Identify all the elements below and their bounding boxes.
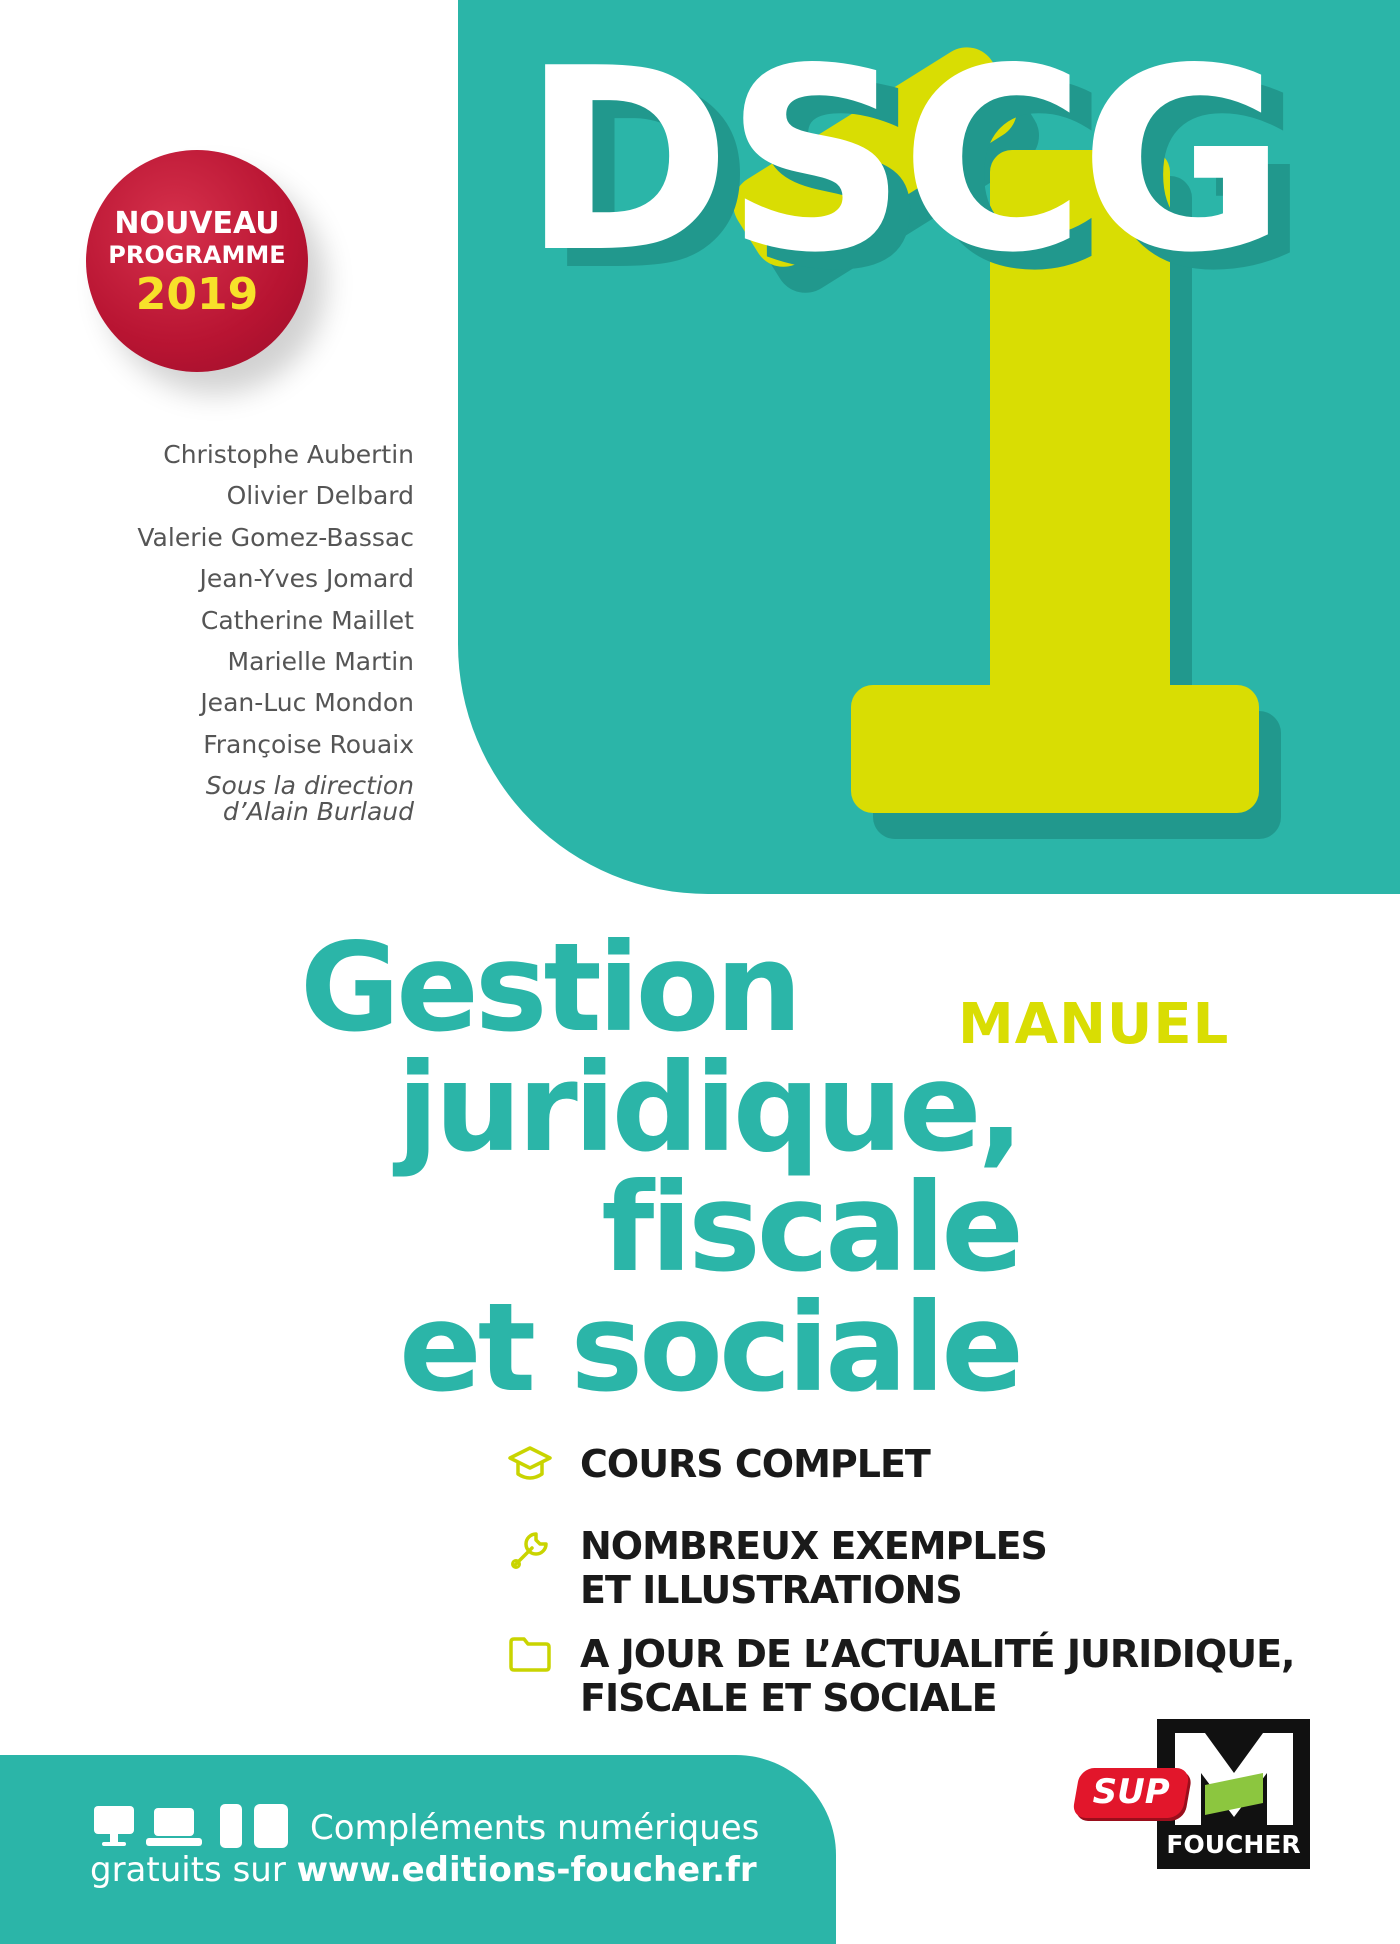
author-name: Olivier Delbard xyxy=(226,481,414,511)
wrench-icon xyxy=(506,1526,554,1574)
feature-text: ET ILLUSTRATIONS xyxy=(580,1568,962,1612)
desktop-icon xyxy=(94,1806,134,1846)
author-name: Françoise Rouaix xyxy=(203,729,414,759)
badge-year: 2019 xyxy=(135,269,259,320)
device-icons xyxy=(94,1804,290,1848)
badge-line-1: NOUVEAU xyxy=(114,206,280,241)
online-line-2 xyxy=(90,1850,757,1890)
feature-text: NOMBREUX EXEMPLES xyxy=(580,1524,1047,1568)
sup-label: SUP xyxy=(1092,1772,1170,1812)
book-title-line: juridique, xyxy=(396,1037,1020,1179)
series-title: DSCG xyxy=(522,15,1281,308)
publisher-name: FOUCHER xyxy=(1166,1830,1301,1859)
author-name: Catherine Maillet xyxy=(200,605,414,635)
website-link[interactable]: www.editions-foucher.fr xyxy=(296,1850,757,1890)
tablet-icon xyxy=(254,1804,288,1848)
new-program-badge xyxy=(86,150,308,372)
folder-icon xyxy=(506,1630,554,1678)
feature-text: COURS COMPLET xyxy=(580,1442,930,1486)
sup-logo xyxy=(1072,1768,1191,1818)
manuel-label: MANUEL xyxy=(958,992,1230,1057)
author-name: Marielle Martin xyxy=(227,646,414,676)
laptop-icon xyxy=(146,1808,202,1846)
book-title-line: fiscale xyxy=(601,1157,1020,1299)
author-name: Jean-Luc Mondon xyxy=(200,688,414,718)
author-name: Christophe Aubertin xyxy=(163,440,414,469)
book-title xyxy=(300,917,1020,1419)
feature-text: A JOUR DE L’ACTUALITÉ JURIDIQUE, xyxy=(580,1632,1295,1676)
foucher-m-mark xyxy=(1175,1733,1293,1825)
author-name: Jean-Yves Jomard xyxy=(199,564,414,594)
phone-icon xyxy=(220,1804,242,1848)
direction-line-1: Sous la direction xyxy=(205,771,414,801)
book-title-line: Gestion xyxy=(300,917,799,1059)
author-name: Valerie Gomez-Bassac xyxy=(137,522,414,552)
online-prefix: gratuits sur xyxy=(90,1850,297,1890)
authors-list xyxy=(60,434,414,825)
online-line-1: Compléments numériques xyxy=(310,1808,760,1848)
graduation-cap-icon xyxy=(506,1440,554,1488)
book-title-line: et sociale xyxy=(399,1277,1020,1419)
feature-text: FISCALE ET SOCIALE xyxy=(580,1676,997,1720)
direction-line-2: d’Alain Burlaud xyxy=(222,797,414,827)
badge-line-2: PROGRAMME xyxy=(108,241,286,269)
